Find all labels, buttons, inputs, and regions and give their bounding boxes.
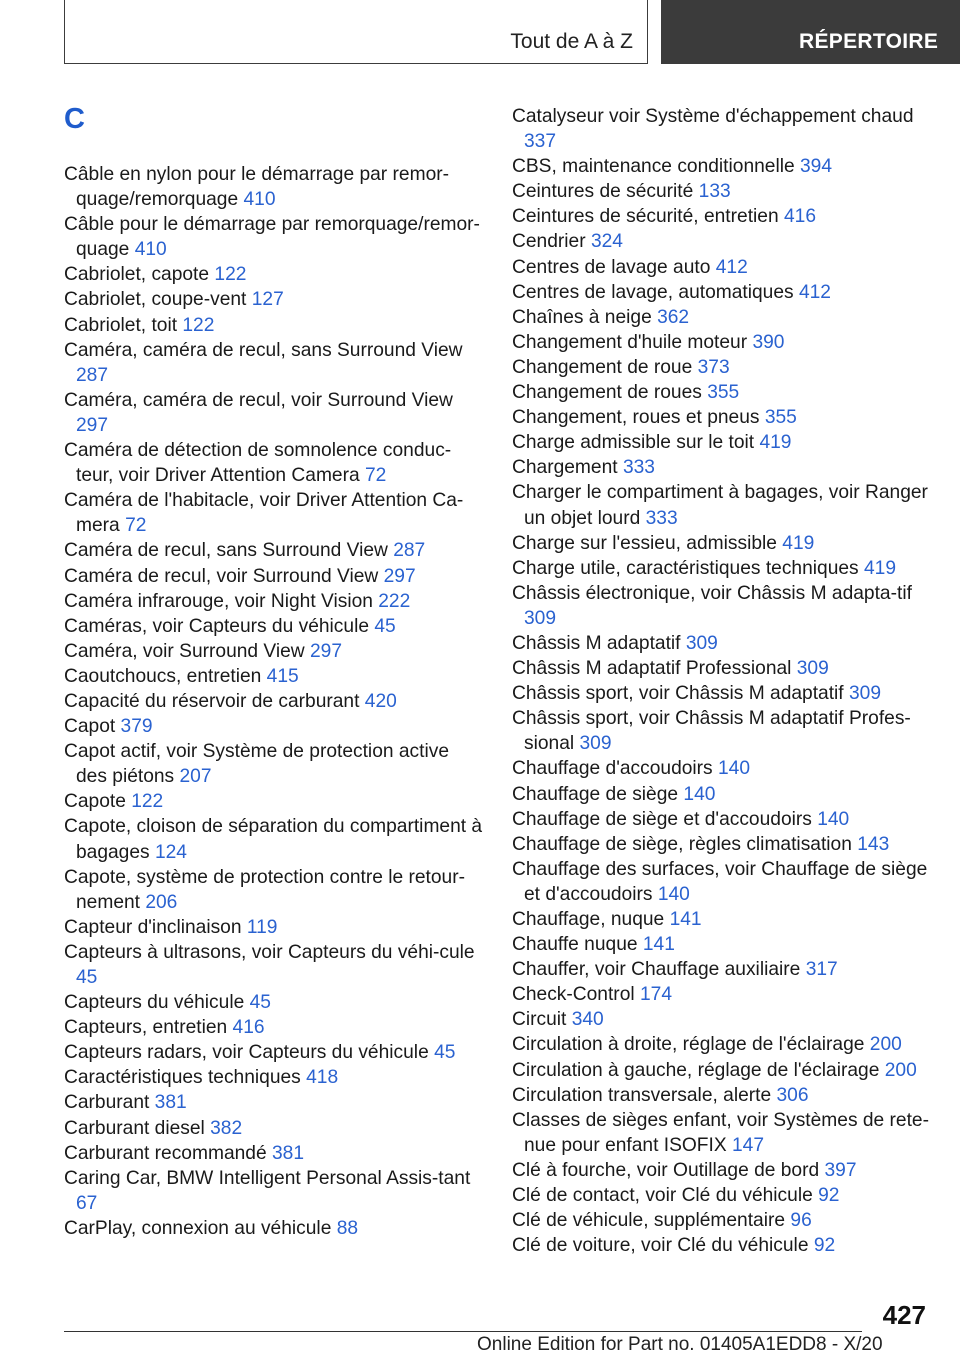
index-entry <box>64 262 484 287</box>
index-entry-text: Capteurs radars, voir Capteurs du véhicule <box>64 1042 429 1064</box>
index-entry <box>512 305 932 330</box>
index-entry <box>512 932 932 957</box>
index-entry <box>512 556 932 581</box>
index-page-link[interactable]: 88 <box>336 1217 359 1239</box>
index-page-link[interactable]: 92 <box>813 1235 836 1257</box>
index-entry <box>64 287 484 312</box>
index-entry-text: Circulation à droite, réglage de l'éclairage <box>512 1034 865 1056</box>
index-entry <box>64 1065 484 1090</box>
index-entry-text: Caméra, caméra de recul, voir Surround View <box>64 389 453 411</box>
index-page-link[interactable]: 140 <box>718 758 751 780</box>
index-page-link[interactable]: 373 <box>697 356 730 378</box>
index-page-link[interactable]: 124 <box>154 841 187 863</box>
index-page-link[interactable]: 222 <box>378 590 411 612</box>
index-page-link[interactable]: 420 <box>364 690 397 712</box>
index-entry <box>512 957 932 982</box>
index-entry-text: Châssis M adaptatif <box>512 632 681 654</box>
index-entry <box>64 538 484 563</box>
index-entry <box>64 1015 484 1040</box>
index-entry-text: Caractéristiques techniques <box>64 1067 301 1089</box>
index-entry-text: Chauffe nuque <box>512 934 638 956</box>
index-entry-text: Cendrier <box>512 231 586 253</box>
index-page-link[interactable]: 333 <box>622 457 655 479</box>
index-entry-text: Changement de roue <box>512 356 693 378</box>
index-entry <box>64 1040 484 1065</box>
index-entry-text: Ceintures de sécurité, entretien <box>512 206 779 228</box>
footer-edition-text: Online Edition for Part no. 01405A1EDD8 - X/20 <box>477 1334 883 1355</box>
index-entry <box>512 480 932 530</box>
index-entry-text: Caoutchoucs, entretien <box>64 665 262 687</box>
index-entry <box>512 857 932 907</box>
index-page-link[interactable]: 297 <box>310 640 343 662</box>
index-entry <box>512 380 932 405</box>
index-page-link[interactable]: 96 <box>790 1210 812 1232</box>
index-entry <box>512 330 932 355</box>
index-entry <box>512 756 932 781</box>
index-entry-text: Caméra de l'habitacle, voir Driver Attention Ca‐mera <box>64 490 464 537</box>
index-page-link[interactable]: 45 <box>434 1042 456 1064</box>
index-page-link[interactable]: 140 <box>683 783 716 805</box>
index-entry-text: Carburant recommandé <box>64 1142 267 1164</box>
index-entry <box>512 656 932 681</box>
index-page-link[interactable]: 306 <box>776 1084 809 1106</box>
index-entry <box>512 907 932 932</box>
index-page-link[interactable]: 390 <box>752 331 785 353</box>
index-page-link[interactable]: 122 <box>131 791 164 813</box>
index-page-link[interactable]: 133 <box>698 181 731 203</box>
index-entry-text: Châssis M adaptatif Professional <box>512 658 792 680</box>
index-entry <box>512 782 932 807</box>
index-page-link[interactable]: 416 <box>232 1017 265 1039</box>
index-entry <box>64 1141 484 1166</box>
index-page-link[interactable]: 143 <box>857 833 890 855</box>
index-entry-text: Centres de lavage, automatiques <box>512 281 794 303</box>
index-entry-text: Cabriolet, capote <box>64 264 210 286</box>
index-entry-text: CarPlay, connexion au véhicule <box>64 1217 332 1239</box>
index-page-link[interactable]: 140 <box>817 808 850 830</box>
index-entry-text: Cabriolet, toit <box>64 314 178 336</box>
index-entry-text: Câble en nylon pour le démarrage par remor‐quage/remorquage <box>64 164 450 211</box>
index-page-link[interactable]: 200 <box>884 1059 917 1081</box>
index-page-link[interactable]: 412 <box>715 256 748 278</box>
index-page-link[interactable]: 362 <box>657 306 690 328</box>
index-entry <box>512 807 932 832</box>
index-page-link[interactable]: 287 <box>393 540 426 562</box>
index-entry <box>64 313 484 338</box>
index-entry-text: Capteur d'inclinaison <box>64 916 242 938</box>
index-entry <box>64 438 484 488</box>
index-entry-text: Centres de lavage auto <box>512 256 711 278</box>
index-page-link[interactable]: 419 <box>863 557 896 579</box>
index-entry <box>512 1158 932 1183</box>
index-entry <box>64 664 484 689</box>
header-section-box <box>64 0 648 64</box>
index-entry <box>512 706 932 756</box>
index-entry-text: Clé de voiture, voir Clé du véhicule <box>512 1235 809 1257</box>
index-page-link[interactable]: 141 <box>642 934 675 956</box>
index-entry-text: Changement de roues <box>512 382 702 404</box>
index-entry-text: Clé de contact, voir Clé du véhicule <box>512 1185 813 1207</box>
index-entry <box>64 162 484 212</box>
index-entry <box>512 681 932 706</box>
index-entry <box>64 1166 484 1216</box>
header-tab[interactable] <box>661 0 960 64</box>
index-entry-text: Chauffage de siège et d'accoudoirs <box>512 808 812 830</box>
index-page-link[interactable]: 297 <box>383 565 416 587</box>
index-entry <box>64 614 484 639</box>
index-page-link[interactable]: 309 <box>685 632 718 654</box>
index-entry <box>512 1007 932 1032</box>
index-entry-text: Capteurs, entretien <box>64 1017 228 1039</box>
index-entry-text: Chauffage de siège <box>512 783 679 805</box>
index-entry-text: Chaînes à neige <box>512 306 652 328</box>
index-page-link[interactable]: 45 <box>76 967 98 988</box>
index-entry-text: Chauffer, voir Chauffage auxiliaire <box>512 959 801 981</box>
index-entry <box>64 789 484 814</box>
index-entry <box>64 388 484 438</box>
index-entry-text: Capote, cloison de séparation du compartiment à bagages <box>64 816 483 863</box>
index-page-link[interactable]: 92 <box>818 1185 840 1207</box>
index-entry <box>512 1058 932 1083</box>
index-entry <box>512 255 932 280</box>
index-page-link[interactable]: 45 <box>374 615 396 637</box>
index-page-link[interactable]: 309 <box>796 658 829 680</box>
index-entry-text: CBS, maintenance conditionnelle <box>512 156 795 178</box>
index-entry <box>512 355 932 380</box>
index-entry-text: Catalyseur voir Système d'échappement chaud <box>512 106 914 127</box>
index-page-link[interactable]: 416 <box>783 206 816 228</box>
index-entry <box>64 639 484 664</box>
index-entry <box>512 1032 932 1057</box>
index-page-link[interactable]: 72 <box>125 515 147 537</box>
index-page-link[interactable]: 122 <box>214 264 247 286</box>
index-entry-text: Carburant <box>64 1092 150 1114</box>
index-page-link[interactable]: 119 <box>246 916 278 938</box>
index-entry <box>64 1090 484 1115</box>
index-entry <box>64 564 484 589</box>
index-page-link[interactable]: 419 <box>782 532 815 554</box>
footer-divider <box>64 1331 862 1332</box>
index-entry-text: Chauffage d'accoudoirs <box>512 758 713 780</box>
index-entry <box>512 154 932 179</box>
index-entry-text: Caméra, caméra de recul, sans Surround View <box>64 339 463 361</box>
header-section-title: Tout de A à Z <box>510 30 633 53</box>
index-entry <box>64 1116 484 1141</box>
index-entry <box>64 1216 484 1241</box>
index-page-link[interactable]: 381 <box>154 1092 187 1114</box>
index-entry-text: Chauffage des surfaces, voir Chauffage de siège et d'accoudoirs <box>512 858 928 905</box>
index-page-link[interactable]: 410 <box>134 239 167 261</box>
header-tab-label: RÉPERTOIRE <box>799 30 939 53</box>
index-page-link[interactable]: 382 <box>210 1117 243 1139</box>
index-entry <box>64 338 484 388</box>
index-entry <box>512 204 932 229</box>
index-page-link[interactable]: 72 <box>365 465 387 487</box>
index-entry-text: Cabriolet, coupe-vent <box>64 289 247 311</box>
index-entry-text: Capot actif, voir Système de protection active des piétons <box>64 741 449 788</box>
index-entry <box>512 832 932 857</box>
index-page-link[interactable]: 410 <box>243 189 276 211</box>
index-entry-text: Câble pour le démarrage par remorquage/remor‐quage <box>64 214 480 261</box>
index-entry <box>512 1208 932 1233</box>
index-entry-text: Caring Car, BMW Intelligent Personal Assis‐tant <box>64 1167 471 1189</box>
index-column-left <box>64 104 484 1241</box>
index-entry <box>512 179 932 204</box>
index-entry-text: Caméra de recul, sans Surround View <box>64 540 388 562</box>
index-page-link[interactable]: 122 <box>182 314 215 336</box>
index-entry <box>512 104 932 154</box>
index-entry-text: Charger le compartiment à bagages, voir Ranger un objet lourd <box>512 482 928 529</box>
index-entry <box>512 405 932 430</box>
index-entry <box>64 865 484 915</box>
index-page-link[interactable]: 127 <box>251 289 284 311</box>
index-entry <box>512 1108 932 1158</box>
index-page-link[interactable]: 200 <box>869 1034 902 1056</box>
index-entry-text: Circulation transversale, alerte <box>512 1084 772 1106</box>
index-page-link[interactable]: 141 <box>669 909 702 930</box>
index-page-link[interactable]: 45 <box>249 992 271 1014</box>
index-entry <box>512 1233 932 1258</box>
index-entry-text: Chauffage, nuque <box>512 909 665 930</box>
index-entry-text: Charge sur l'essieu, admissible <box>512 532 777 554</box>
index-page-link[interactable]: 207 <box>179 766 212 788</box>
index-page-link[interactable]: 355 <box>707 382 740 404</box>
index-entry-text: Ceintures de sécurité <box>512 181 694 203</box>
index-entry-text: Caméra de détection de somnolence conduc‐teur, voir Driver Attention Camera <box>64 440 452 487</box>
index-entry <box>512 430 932 455</box>
index-entry <box>64 488 484 538</box>
index-entry-text: Charge admissible sur le toit <box>512 432 755 454</box>
index-page-link[interactable]: 381 <box>271 1142 304 1164</box>
index-entry-text: Changement, roues et pneus <box>512 407 760 429</box>
index-entry-text: Caméra infrarouge, voir Night Vision <box>64 590 373 612</box>
index-entry <box>64 689 484 714</box>
index-entry-text: Check-Control <box>512 984 635 1006</box>
index-page-link[interactable]: 394 <box>800 156 833 178</box>
index-page-link[interactable]: 355 <box>764 407 797 429</box>
index-page-link[interactable]: 287 <box>76 364 109 386</box>
index-entry <box>64 714 484 739</box>
index-page-link[interactable]: 379 <box>120 716 153 738</box>
index-column-right <box>512 104 932 1258</box>
page-number: 427 <box>882 1300 926 1330</box>
index-page-link[interactable]: 309 <box>848 683 881 705</box>
index-list-left <box>64 162 484 1241</box>
index-entry-text: Capteurs à ultrasons, voir Capteurs du véhi‐cule <box>64 941 475 963</box>
index-entry <box>512 455 932 480</box>
index-entry-text: Caméras, voir Capteurs du véhicule <box>64 615 370 637</box>
index-page-link[interactable]: 297 <box>76 414 109 436</box>
index-page-link[interactable]: 397 <box>824 1159 857 1181</box>
index-page-link[interactable]: 337 <box>524 131 557 153</box>
index-page-link[interactable]: 412 <box>798 281 831 303</box>
index-entry <box>64 990 484 1015</box>
index-entry <box>512 982 932 1007</box>
index-page-link[interactable]: 340 <box>571 1009 604 1031</box>
index-letter-heading: C <box>64 103 85 135</box>
index-entry-text: Capote, système de protection contre le retour‐nement <box>64 866 466 913</box>
index-page-link[interactable]: 324 <box>590 231 623 253</box>
index-page-link[interactable]: 206 <box>145 891 178 913</box>
index-entry <box>512 1083 932 1108</box>
index-entry <box>64 915 484 940</box>
index-page-link[interactable]: 317 <box>805 959 838 981</box>
index-entry-text: Capacité du réservoir de carburant <box>64 690 360 712</box>
index-page-link[interactable]: 174 <box>639 984 672 1006</box>
index-entry-text: Capot <box>64 716 116 738</box>
index-entry-text: Châssis sport, voir Châssis M adaptatif Profes‐sional <box>512 708 911 755</box>
index-entry-text: Caméra, voir Surround View <box>64 640 305 662</box>
index-entry <box>512 280 932 305</box>
index-page-link[interactable]: 419 <box>759 432 792 454</box>
index-entry-text: Charge utile, caractéristiques techniques <box>512 557 859 579</box>
index-page-link[interactable]: 415 <box>266 665 299 687</box>
index-entry <box>512 631 932 656</box>
index-entry <box>64 739 484 789</box>
index-entry <box>512 1183 932 1208</box>
index-entry-text: Chargement <box>512 457 618 479</box>
index-entry <box>512 229 932 254</box>
index-entry-text: Clé à fourche, voir Outillage de bord <box>512 1159 820 1181</box>
index-entry-text: Capteurs du véhicule <box>64 992 245 1014</box>
index-entry-text: Caméra de recul, voir Surround View <box>64 565 379 587</box>
index-entry <box>512 581 932 631</box>
index-entry-text: Carburant diesel <box>64 1117 205 1139</box>
index-entry-text: Changement d'huile moteur <box>512 331 748 353</box>
index-entry-text: Classes de sièges enfant, voir Systèmes de rete‐nue pour enfant ISOFIX <box>512 1109 929 1156</box>
index-entry-text: Circulation à gauche, réglage de l'éclairage <box>512 1059 880 1081</box>
index-entry-text: Capote <box>64 791 126 813</box>
index-page-link[interactable]: 309 <box>579 733 612 755</box>
index-list-right <box>512 104 932 1258</box>
index-entry <box>64 814 484 864</box>
index-entry-text: Chauffage de siège, règles climatisation <box>512 833 852 855</box>
index-page-link[interactable]: 418 <box>306 1067 339 1089</box>
index-entry <box>512 531 932 556</box>
index-entry-text: Circuit <box>512 1009 567 1031</box>
index-entry-text: Châssis électronique, voir Châssis M adapta‐tif <box>512 582 912 604</box>
index-entry <box>64 940 484 990</box>
index-page-link[interactable]: 333 <box>645 507 678 529</box>
index-page-link[interactable]: 67 <box>76 1192 98 1214</box>
index-entry-text: Châssis sport, voir Châssis M adaptatif <box>512 683 844 705</box>
index-page-link[interactable]: 147 <box>732 1134 765 1156</box>
index-page-link[interactable]: 309 <box>524 607 557 629</box>
index-entry <box>64 589 484 614</box>
index-entry <box>64 212 484 262</box>
index-entry-text: Clé de véhicule, supplémentaire <box>512 1210 786 1232</box>
index-page-link[interactable]: 140 <box>657 883 690 905</box>
